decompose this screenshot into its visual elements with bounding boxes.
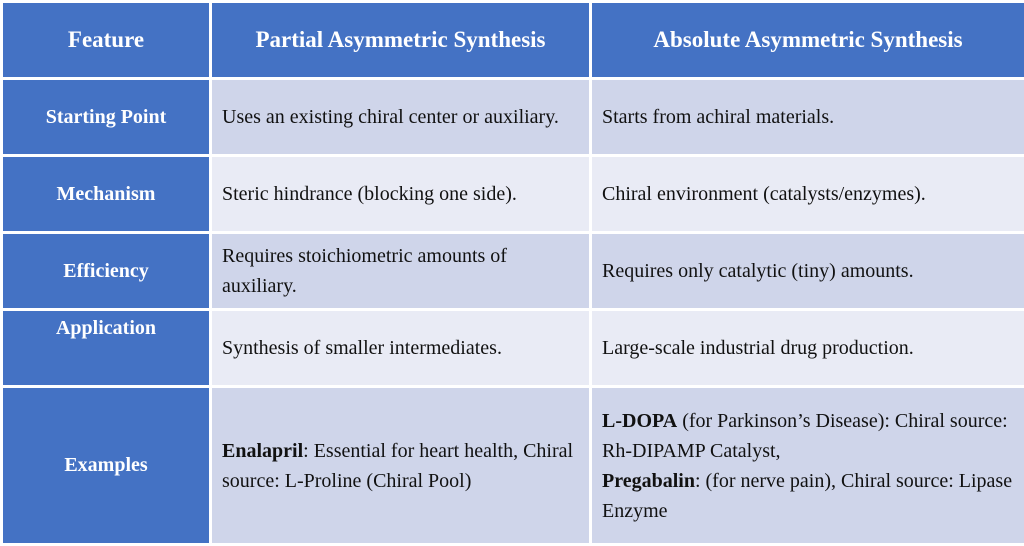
example-description: (for Parkinson’s Disease): Chiral source: Rh-DIPAMP Catalyst,	[602, 410, 1008, 462]
example-drug-name: Pregabalin	[602, 470, 695, 492]
partial-cell: Requires stoichiometric amounts of auxiliary.	[211, 233, 591, 310]
table-row-examples	[2, 387, 1024, 545]
absolute-cell: Starts from achiral materials.	[591, 79, 1024, 156]
absolute-cell: Requires only catalytic (tiny) amounts.	[591, 233, 1024, 310]
example-description: : (for nerve pain), Chiral source: Lipase Enzyme	[602, 470, 1012, 522]
absolute-cell: Chiral environment (catalysts/enzymes).	[591, 156, 1024, 233]
feature-cell: Starting Point	[2, 79, 211, 156]
header-feature: Feature	[2, 2, 211, 79]
example-drug-name: Enalapril	[222, 440, 303, 462]
table-row	[2, 310, 1024, 387]
feature-cell: Mechanism	[2, 156, 211, 233]
header-row	[2, 2, 1024, 79]
partial-examples-cell	[211, 387, 591, 545]
partial-cell: Steric hindrance (blocking one side).	[211, 156, 591, 233]
example-description: : Essential for heart health, Chiral source: L-Proline (Chiral Pool)	[222, 440, 573, 492]
table-row	[2, 233, 1024, 310]
feature-cell: Application	[2, 310, 211, 387]
partial-cell: Synthesis of smaller intermediates.	[211, 310, 591, 387]
example-drug-name: L-DOPA	[602, 410, 677, 432]
table-row	[2, 79, 1024, 156]
header-absolute: Absolute Asymmetric Synthesis	[591, 2, 1024, 79]
partial-cell: Uses an existing chiral center or auxiliary.	[211, 79, 591, 156]
header-partial: Partial Asymmetric Synthesis	[211, 2, 591, 79]
feature-cell: Efficiency	[2, 233, 211, 310]
absolute-examples-cell	[591, 387, 1024, 545]
feature-cell: Examples	[2, 387, 211, 545]
table-row	[2, 156, 1024, 233]
absolute-cell: Large-scale industrial drug production.	[591, 310, 1024, 387]
